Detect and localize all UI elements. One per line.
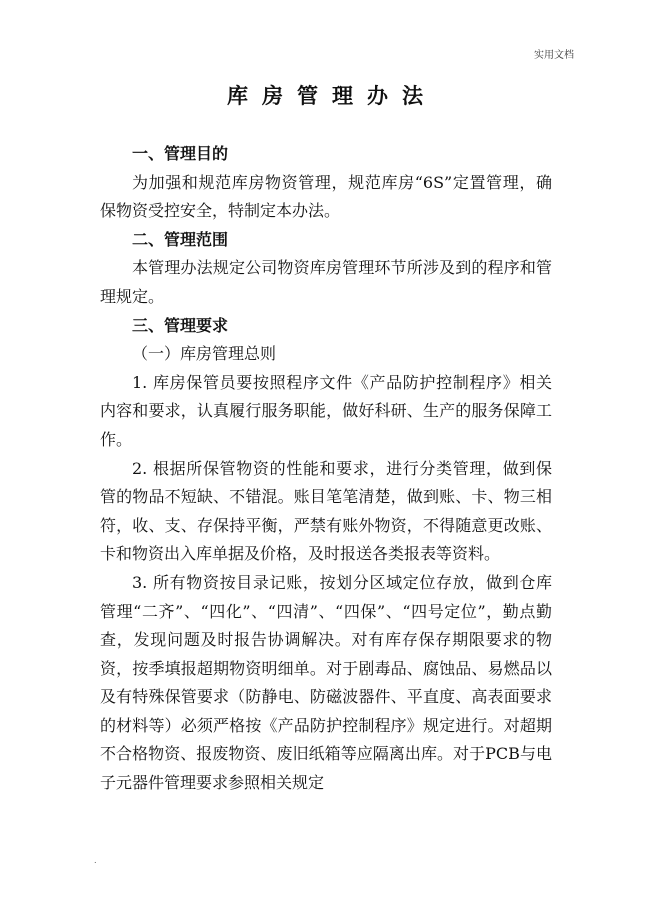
section-heading-scope: 二、管理范围 — [132, 229, 229, 249]
section-heading-purpose: 一、管理目的 — [132, 144, 229, 163]
paragraph-item-2: 2. 根据所保管物资的性能和要求，进行分类管理，做到保管的物品不短缺、不错混。账目笔笔清楚，做到账、卡、物三相符，收、支、存保持平衡，严禁有账外物资，不得随意更改账、卡和物资出入库单据及价格，及时报送各类报表等资料。 — [100, 458, 552, 564]
paragraph-purpose: 为加强和规范库房物资管理，规范库房“6S”定置管理，确保物资受控安全，特制定本办法。 — [100, 172, 552, 221]
paragraph-item-3: 3. 所有物资按目录记账，按划分区域定位存放，做到仓库管理“二齐”、“四化”、“四清”、“四保”、“四号定位”，勤点勤查，发现问题及时报告协调解决。对有库存保存期限要求的物资，按季填报超期物资明细单。对于剧毒品、腐蚀品、易燃品以及有特殊保管要求（防静电、防磁波器件、平直度、高表面要求的材料等）必须严格按《产品防护控制程序》规定进行。对超期不合格物资、报废物资、废旧纸箱等应隔离出库。对于PCB与电子元器件管理要求参照相关规定 — [100, 572, 552, 793]
paragraph-scope: 本管理办法规定公司物资库房管理环节所涉及到的程序和管理规定。 — [100, 258, 552, 306]
section-heading-requirements: 三、管理要求 — [132, 315, 229, 335]
header-tag: 实用文档 — [534, 50, 574, 61]
document-title: 库房管理办法 — [227, 83, 437, 108]
paragraph-item-1: 1. 库房保管员要按照程序文件《产品防护控制程序》相关内容和要求，认真履行服务职能，做好科研、生产的服务保障工作。 — [100, 372, 552, 449]
document-body — [100, 140, 552, 798]
subsection-heading-general: （一）库房管理总则 — [132, 344, 277, 364]
footer-mark: . — [94, 856, 97, 865]
